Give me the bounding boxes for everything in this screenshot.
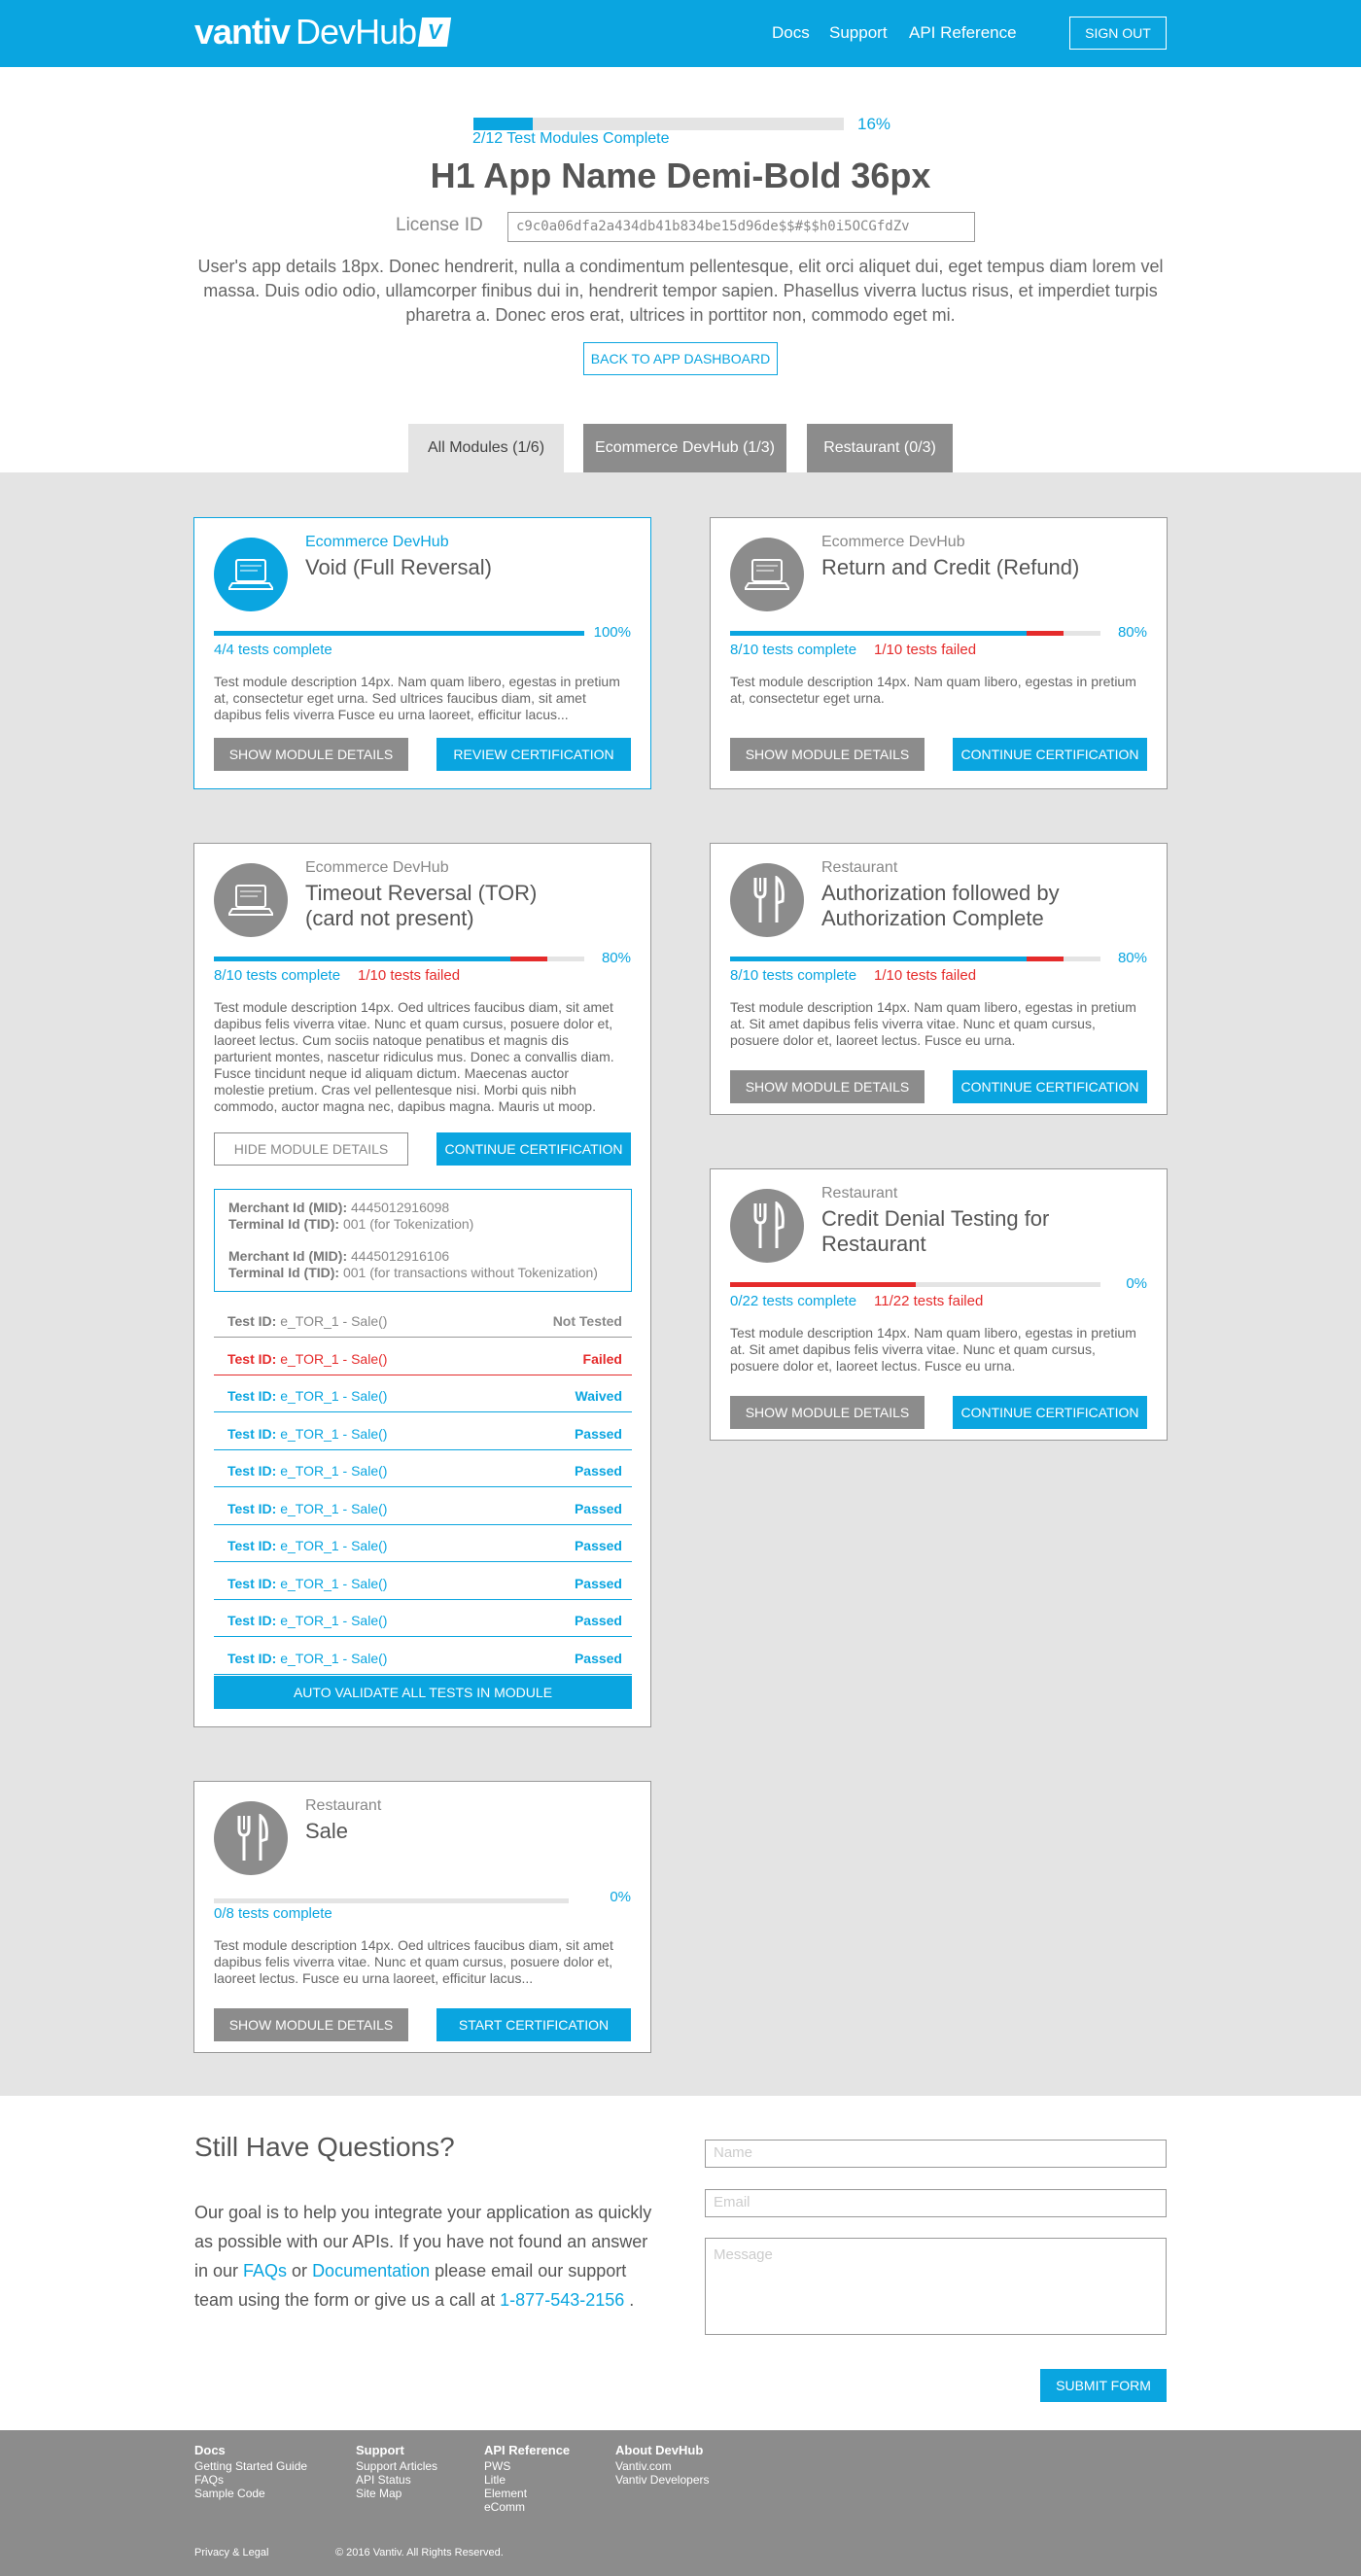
- module-title: Return and Credit (Refund): [821, 555, 1080, 579]
- terminal-id-1: Terminal Id (TID): 001 (for Tokenization): [228, 1216, 474, 1232]
- module-card-timeout-reversal[interactable]: [193, 843, 651, 1727]
- module-percent: 80%: [1117, 950, 1147, 966]
- tests-complete: 8/10 tests complete: [730, 642, 857, 658]
- footer-col-support: Support Support Articles API Status Site Map: [356, 2443, 438, 2500]
- auto-validate-button[interactable]: AUTO VALIDATE ALL TESTS IN MODULE: [214, 1676, 632, 1709]
- progress-fill: [730, 631, 1027, 636]
- back-to-dashboard-button[interactable]: BACK TO APP DASHBOARD: [583, 342, 778, 375]
- progress-fill: [730, 957, 1027, 961]
- module-description: Test module description 14px. Nam quam libero, egestas in pretium at, consectetur eget urna.: [730, 674, 1136, 706]
- test-status: Waived: [575, 1388, 622, 1404]
- module-progress-bar: [730, 631, 1100, 636]
- show-module-details-button[interactable]: SHOW MODULE DETAILS: [730, 1396, 925, 1429]
- tests-complete: 0/22 tests complete: [730, 1293, 857, 1309]
- test-status: Passed: [574, 1538, 622, 1553]
- copyright: © 2016 Vantiv. All Rights Reserved.: [335, 2547, 504, 2559]
- footer-link[interactable]: Getting Started Guide: [194, 2459, 308, 2473]
- footer-col-about: About DevHub Vantiv.com Vantiv Developers: [615, 2443, 710, 2487]
- module-title: Void (Full Reversal): [305, 555, 492, 579]
- tests-failed: 1/10 tests failed: [874, 967, 977, 984]
- module-category: Restaurant: [305, 1797, 382, 1814]
- footer-link[interactable]: Element: [484, 2487, 528, 2500]
- module-progress-bar: [214, 631, 584, 636]
- top-bar: [0, 0, 1361, 67]
- test-id: Test ID: e_TOR_1 - Sale(): [227, 1313, 388, 1329]
- test-status: Passed: [574, 1575, 622, 1591]
- module-category: Ecommerce DevHub: [821, 534, 965, 550]
- license-label: License ID: [396, 215, 483, 235]
- footer-link[interactable]: Litle: [484, 2473, 506, 2487]
- failed-fill: [1027, 631, 1064, 636]
- test-status: Failed: [582, 1350, 622, 1367]
- app-progress-percent: 16%: [857, 115, 891, 133]
- footer-col-api-reference: API Reference PWS Litle Element eComm: [484, 2443, 571, 2514]
- privacy-legal-link[interactable]: Privacy & Legal: [194, 2547, 269, 2559]
- logo-product: DevHub: [296, 12, 417, 52]
- module-percent: 80%: [601, 950, 631, 966]
- vantiv-devhub-logo[interactable]: [194, 12, 449, 52]
- footer: [0, 2430, 1361, 2576]
- test-row[interactable]: [214, 1413, 632, 1450]
- test-id: Test ID: e_TOR_1 - Sale(): [227, 1425, 388, 1442]
- test-row[interactable]: [214, 1301, 632, 1338]
- email-input[interactable]: Email: [705, 2189, 1167, 2217]
- test-status: Passed: [574, 1463, 622, 1479]
- logo-badge: V: [418, 17, 451, 47]
- footer-link[interactable]: PWS: [484, 2459, 511, 2473]
- faqs-link[interactable]: FAQs: [243, 2261, 288, 2280]
- app-progress-fill: [473, 118, 533, 130]
- license-id-field[interactable]: c9c0a06dfa2a434db41b834be15d96de$$#$$h0i5OCGfdZv: [507, 212, 975, 242]
- questions-text: Our goal is to help you integrate your application as quickly as possible with our APIs. If you have not found an answer in our FAQs or Documentation please email our support team using the form or give us a call at 1-877-543-2156 .: [194, 2203, 652, 2310]
- module-progress-bar: [214, 1898, 569, 1903]
- documentation-link[interactable]: Documentation: [312, 2261, 431, 2280]
- fork-knife-icon: [214, 1801, 288, 1875]
- module-title: Sale: [305, 1819, 349, 1843]
- test-row[interactable]: [214, 1600, 632, 1637]
- name-input[interactable]: Name: [705, 2140, 1167, 2168]
- footer-link[interactable]: Vantiv.com: [615, 2459, 672, 2473]
- sign-out-button[interactable]: SIGN OUT: [1069, 17, 1167, 50]
- footer-link[interactable]: API Status: [356, 2473, 411, 2487]
- footer-link[interactable]: Sample Code: [194, 2487, 265, 2500]
- footer-col-docs: Docs Getting Started Guide FAQs Sample Code: [194, 2443, 308, 2500]
- test-status: Passed: [574, 1650, 622, 1666]
- test-row[interactable]: [214, 1488, 632, 1525]
- test-row[interactable]: [214, 1525, 632, 1562]
- show-module-details-button[interactable]: SHOW MODULE DETAILS: [730, 738, 925, 771]
- failed-fill: [1027, 957, 1064, 961]
- module-title: Credit Denial Testing for Restaurant: [821, 1206, 1050, 1256]
- footer-link[interactable]: FAQs: [194, 2473, 225, 2487]
- module-percent: 100%: [593, 624, 631, 641]
- footer-link[interactable]: Site Map: [356, 2487, 402, 2500]
- module-progress-bar: [730, 957, 1100, 961]
- module-card-credit-denial[interactable]: [710, 1168, 1168, 1441]
- tests-complete: 8/10 tests complete: [214, 967, 341, 984]
- app-description: User's app details 18px. Donec hendrerit, nulla a condimentum pellentesque, elit orci aliquet dui, eget tempus diam lorem vel massa. Duis odio odio, ullamcorper finibus dui in, hendrerit tempor sapien. Phasellus viverra luctus risus, et imperdiet turpis pharetra a. Donec eros erat, ultrices in porttitor non, commodo eget mi.: [197, 257, 1164, 325]
- test-id: Test ID: e_TOR_1 - Sale(): [227, 1538, 388, 1553]
- module-description: Test module description 14px. Oed ultrices faucibus diam, sit amet dapibus felis viverra vitae. Nunc et quam cursus, posuere dolor et, laoreet lectus. Fusce eu urna laoreet, efficitur lacus...: [214, 1937, 613, 1986]
- fork-knife-icon: [730, 1189, 804, 1263]
- message-textarea[interactable]: Message: [705, 2238, 1167, 2335]
- test-status: Passed: [574, 1500, 622, 1516]
- laptop-icon: [730, 538, 804, 611]
- progress-fill: [214, 631, 584, 636]
- continue-certification-button[interactable]: CONTINUE CERTIFICATION: [953, 1070, 1147, 1103]
- logo-brand: vantiv: [194, 12, 291, 52]
- test-row[interactable]: [214, 1450, 632, 1487]
- footer-link[interactable]: eComm: [484, 2500, 526, 2514]
- laptop-icon: [214, 538, 288, 611]
- start-certification-button[interactable]: START CERTIFICATION: [436, 2008, 631, 2041]
- module-category: Ecommerce DevHub: [305, 534, 449, 550]
- fork-knife-icon: [730, 863, 804, 937]
- test-id: Test ID: e_TOR_1 - Sale(): [227, 1388, 388, 1404]
- nav-docs[interactable]: Docs: [772, 23, 810, 42]
- tests-failed: 1/10 tests failed: [358, 967, 461, 984]
- test-id: Test ID: e_TOR_1 - Sale(): [227, 1350, 388, 1367]
- test-id: Test ID: e_TOR_1 - Sale(): [227, 1575, 388, 1591]
- progress-fill: [214, 957, 510, 961]
- tests-failed: 11/22 tests failed: [874, 1293, 984, 1309]
- module-category: Ecommerce DevHub: [305, 859, 449, 876]
- tab-ecommerce-devhub[interactable]: Ecommerce DevHub (1/3): [583, 424, 786, 472]
- module-category: Restaurant: [821, 859, 898, 876]
- module-description: Test module description 14px. Nam quam libero, egestas in pretium at. Sit amet dapibus felis viverra vitae. Nunc et quam cursus, posuere dolor et, laoreet lectus. Fusce eu urna.: [730, 1325, 1136, 1374]
- module-description: Test module description 14px. Nam quam libero, egestas in pretium at, consectetur eget urna. Sed ultrices faucibus diam, sit amet dapibus felis viverra Fusce eu urna laoreet, efficitur lacus...: [214, 674, 620, 722]
- tests-complete: 4/4 tests complete: [214, 642, 332, 658]
- test-row[interactable]: [214, 1563, 632, 1600]
- module-card-sale[interactable]: [193, 1781, 651, 2053]
- module-progress-bar: [730, 1282, 1100, 1287]
- test-row[interactable]: [214, 1638, 632, 1675]
- test-row[interactable]: [214, 1339, 632, 1375]
- footer-link[interactable]: Vantiv Developers: [615, 2473, 710, 2487]
- terminal-id-2: Terminal Id (TID): 001 (for transactions without Tokenization): [228, 1265, 598, 1280]
- laptop-icon: [214, 863, 288, 937]
- footer-link[interactable]: Support Articles: [356, 2459, 438, 2473]
- module-card-authorization[interactable]: [710, 843, 1168, 1115]
- test-row[interactable]: [214, 1375, 632, 1412]
- module-description: Test module description 14px. Oed ultrices faucibus diam, sit amet dapibus felis viverra vitae. Nunc et quam cursus, posuere dolor et, laoreet lectus. Cum sociis natoque penatibus et magnis dis parturient montes, nascetur ridiculus mus. Donec a convallis diam. Fusce tincidunt neque id aliquam dictum. Maecenas auctor molestie pretium. Cras vel pellentesque nisi. Morbi quis nibh commodo, auctor magna nec, dapibus magna. Mauris ut moop.: [214, 999, 614, 1114]
- module-percent: 0%: [610, 1889, 631, 1905]
- continue-certification-button[interactable]: CONTINUE CERTIFICATION: [953, 1396, 1147, 1429]
- test-id: Test ID: e_TOR_1 - Sale(): [227, 1650, 388, 1666]
- failed-fill: [510, 957, 547, 961]
- module-percent: 80%: [1117, 624, 1147, 641]
- questions-title: Still Have Questions?: [194, 2132, 455, 2162]
- tab-restaurant[interactable]: Restaurant (0/3): [807, 424, 953, 472]
- module-category: Restaurant: [821, 1185, 898, 1201]
- module-card-return-credit[interactable]: [710, 517, 1168, 789]
- nav-api-reference[interactable]: API Reference: [909, 23, 1017, 42]
- module-percent: 0%: [1126, 1275, 1147, 1292]
- hide-module-details-button[interactable]: HIDE MODULE DETAILS: [214, 1132, 408, 1166]
- tests-complete: 0/8 tests complete: [214, 1905, 332, 1922]
- test-status: Not Tested: [552, 1313, 622, 1329]
- continue-certification-button[interactable]: CONTINUE CERTIFICATION: [953, 738, 1147, 771]
- show-module-details-button[interactable]: SHOW MODULE DETAILS: [730, 1070, 925, 1103]
- tests-failed: 1/10 tests failed: [874, 642, 977, 658]
- app-progress-bar: [473, 118, 844, 130]
- nav-support[interactable]: Support: [829, 23, 888, 42]
- test-id: Test ID: e_TOR_1 - Sale(): [227, 1500, 388, 1516]
- merchant-info-box: [214, 1189, 632, 1292]
- merchant-id-2: Merchant Id (MID): 4445012916106: [228, 1248, 450, 1264]
- module-card-void[interactable]: [193, 517, 651, 789]
- test-id: Test ID: e_TOR_1 - Sale(): [227, 1463, 388, 1479]
- test-id: Test ID: e_TOR_1 - Sale(): [227, 1613, 388, 1628]
- module-title: Timeout Reversal (TOR) (card not present): [305, 881, 538, 930]
- test-status: Passed: [574, 1425, 622, 1442]
- tab-all-modules[interactable]: All Modules (1/6): [408, 424, 564, 472]
- submit-form-button[interactable]: SUBMIT FORM: [1040, 2369, 1167, 2402]
- phone-link[interactable]: 1-877-543-2156: [500, 2290, 625, 2310]
- show-module-details-button[interactable]: SHOW MODULE DETAILS: [214, 2008, 408, 2041]
- show-module-details-button[interactable]: SHOW MODULE DETAILS: [214, 738, 408, 771]
- continue-certification-button[interactable]: CONTINUE CERTIFICATION: [436, 1132, 631, 1166]
- failed-fill: [730, 1282, 916, 1287]
- review-certification-button[interactable]: REVIEW CERTIFICATION: [436, 738, 631, 771]
- module-progress-bar: [214, 957, 584, 961]
- tests-complete: 8/10 tests complete: [730, 967, 857, 984]
- merchant-id-1: Merchant Id (MID): 4445012916098: [228, 1200, 450, 1215]
- module-description: Test module description 14px. Nam quam libero, egestas in pretium at. Sit amet dapibus felis viverra vitae. Nunc et quam cursus, posuere dolor et, laoreet lectus. Fusce eu urna.: [730, 999, 1136, 1048]
- test-status: Passed: [574, 1613, 622, 1628]
- app-progress-label: 2/12 Test Modules Complete: [472, 130, 670, 147]
- page-title: H1 App Name Demi-Bold 36px: [430, 156, 931, 195]
- module-title: Authorization followed by Authorization Complete: [821, 881, 1060, 930]
